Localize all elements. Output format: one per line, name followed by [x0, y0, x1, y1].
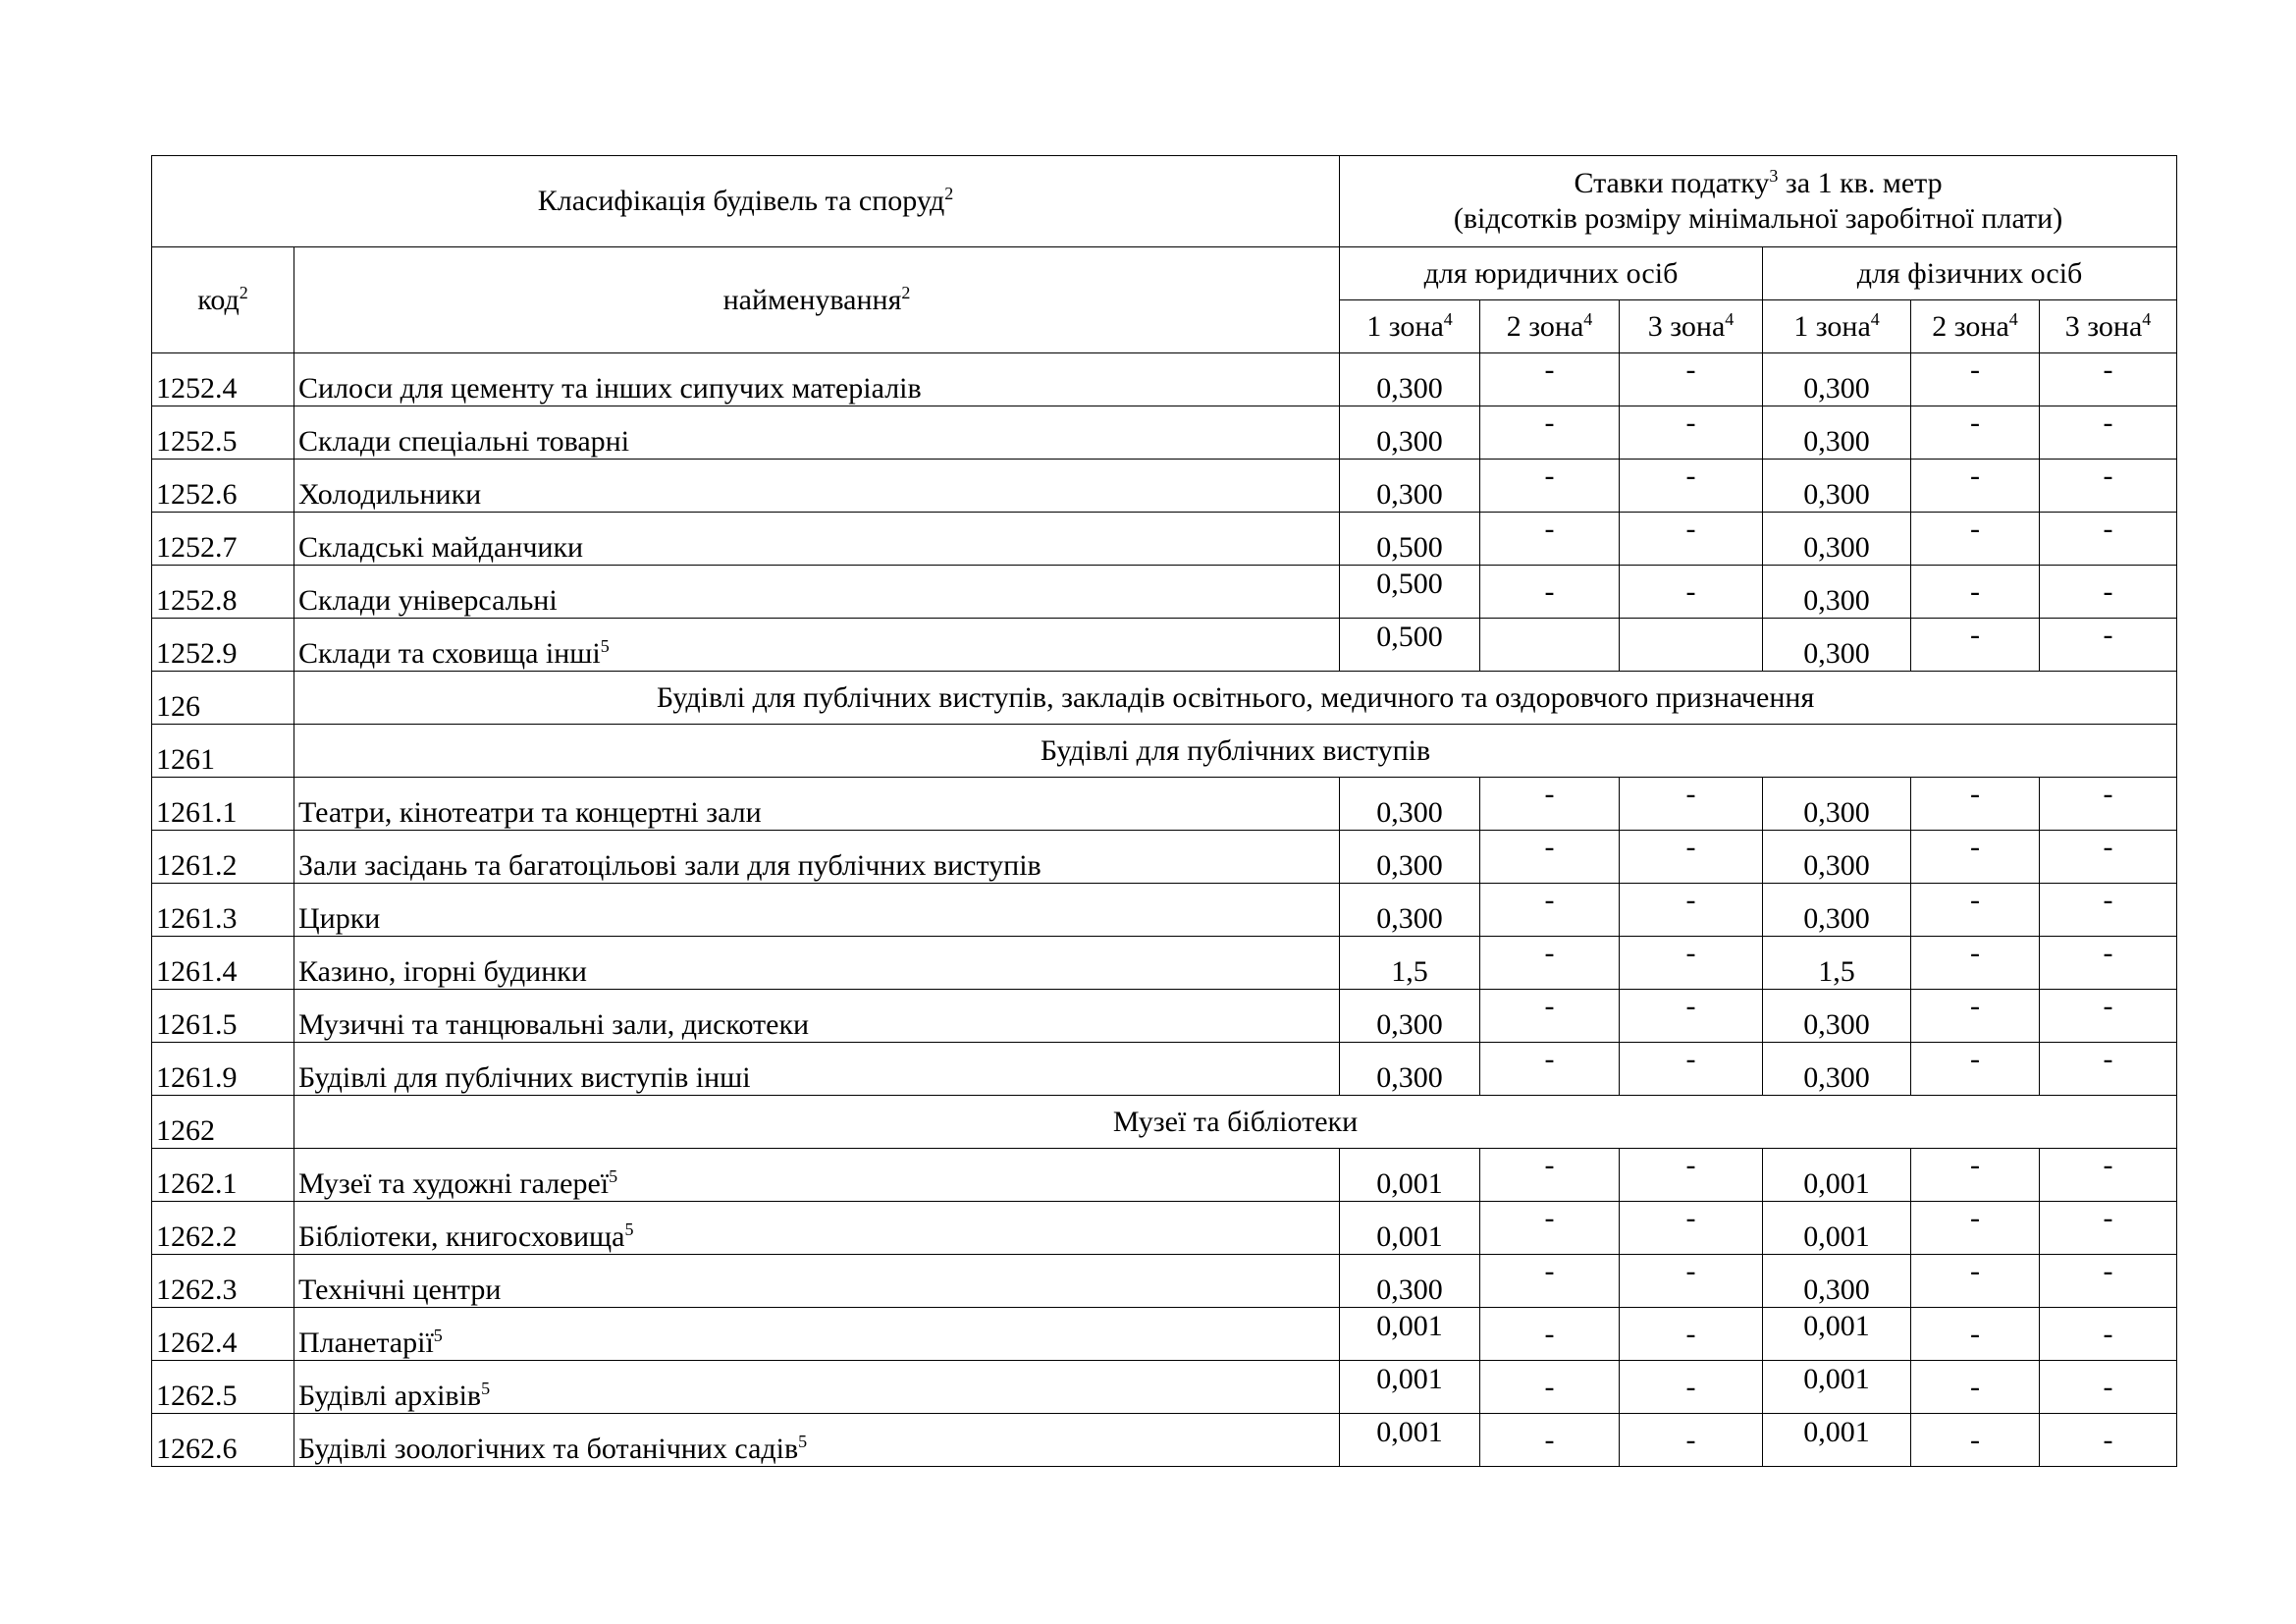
legal-zone1-value: 0,300: [1340, 831, 1480, 884]
legal-zone1-value: 0,300: [1340, 884, 1480, 937]
individual-zone1-value: 0,300: [1763, 406, 1911, 460]
footnote-ref: 4: [2142, 308, 2152, 329]
footnote-ref: 4: [1443, 308, 1453, 329]
individual-zone3-value: -: [2040, 1308, 2177, 1361]
legal-zone3-value: -: [1620, 937, 1763, 990]
individual-zone1-value: 0,300: [1763, 990, 1911, 1043]
table-row: [152, 1202, 2177, 1255]
legal-zone3-value: -: [1620, 1414, 1763, 1467]
legal-zone2-value: -: [1480, 513, 1620, 566]
individual-zone2-value: -: [1911, 406, 2040, 460]
legal-zone2-value: -: [1480, 831, 1620, 884]
table-row: [152, 353, 2177, 406]
table-row: [152, 1361, 2177, 1414]
legal-zone2-value: -: [1480, 1043, 1620, 1096]
table-row: [152, 513, 2177, 566]
individual-zone3-value: -: [2040, 937, 2177, 990]
individual-zone2-value: -: [1911, 1202, 2040, 1255]
legal-zone3-value: -: [1620, 513, 1763, 566]
individual-zone1-value: 0,300: [1763, 513, 1911, 566]
footnote-ref: 4: [1583, 308, 1593, 329]
individual-zone2-value: -: [1911, 831, 2040, 884]
individual-zone3-value: -: [2040, 1414, 2177, 1467]
legal-zone3-value: -: [1620, 1202, 1763, 1255]
code-cell: 1261.3: [152, 884, 294, 937]
legal-zone3-value: -: [1620, 460, 1763, 513]
name-cell: Силоси для цементу та інших сипучих матеріалів: [294, 353, 1340, 406]
section-title: Будівлі для публічних виступів: [294, 725, 2177, 778]
section-row: [152, 725, 2177, 778]
legal-zone3-value: -: [1620, 353, 1763, 406]
legal-zone3-value: -: [1620, 990, 1763, 1043]
code-cell: 1252.7: [152, 513, 294, 566]
individual-zone3-value: -: [2040, 406, 2177, 460]
individual-zone2-value: -: [1911, 1043, 2040, 1096]
individual-zone3-value: -: [2040, 353, 2177, 406]
name-cell: Склади універсальні: [294, 566, 1340, 619]
individual-zone1-value: 0,300: [1763, 778, 1911, 831]
individual-zone2-value: -: [1911, 1308, 2040, 1361]
zone-header-3: 3 зона$^4$: [1620, 300, 1763, 353]
code-cell: 1262.1: [152, 1149, 294, 1202]
footnote-ref: 5: [600, 636, 610, 656]
code-cell: 1261.4: [152, 937, 294, 990]
code-cell: 1261.9: [152, 1043, 294, 1096]
legal-zone3-value: -: [1620, 1255, 1763, 1308]
name-cell: Склади та сховища інші$^5$: [294, 619, 1340, 672]
table-row: [152, 884, 2177, 937]
code-cell: 1261.1: [152, 778, 294, 831]
legal-zone2-value: -: [1480, 406, 1620, 460]
individual-zone2-value: -: [1911, 990, 2040, 1043]
table-row: [152, 937, 2177, 990]
legal-zone3-value: -: [1620, 1043, 1763, 1096]
individual-zone1-value: 0,001: [1763, 1414, 1911, 1467]
code-header: код$^2$: [152, 247, 294, 353]
footnote-ref: 4: [1870, 308, 1880, 329]
legal-zone2-value: -: [1480, 1255, 1620, 1308]
legal-zone3-value: -: [1620, 1308, 1763, 1361]
name-cell: Казино, ігорні будинки: [294, 937, 1340, 990]
individual-zone2-value: -: [1911, 1361, 2040, 1414]
footnote-ref: 5: [433, 1326, 443, 1345]
footnote-ref: 4: [2008, 308, 2018, 329]
code-cell: 1261.5: [152, 990, 294, 1043]
legal-zone3-value: -: [1620, 566, 1763, 619]
name-cell: Музичні та танцювальні зали, дискотеки: [294, 990, 1340, 1043]
legal-zone1-value: 0,300: [1340, 353, 1480, 406]
code-cell: 1262: [152, 1096, 294, 1149]
individual-zone1-value: 1,5: [1763, 937, 1911, 990]
individual-zone3-value: -: [2040, 619, 2177, 672]
legal-zone2-value: -: [1480, 884, 1620, 937]
code-cell: 1261.2: [152, 831, 294, 884]
section-row: [152, 1096, 2177, 1149]
code-cell: 1262.4: [152, 1308, 294, 1361]
zone-header-5: 2 зона$^4$: [1911, 300, 2040, 353]
classification-header: Класифікація будівель та споруд$^2$: [152, 156, 1340, 247]
individual-zone1-value: 0,001: [1763, 1361, 1911, 1414]
individual-zone2-value: -: [1911, 513, 2040, 566]
individual-zone3-value: -: [2040, 990, 2177, 1043]
zone-header-2: 2 зона$^4$: [1480, 300, 1620, 353]
legal-zone1-value: 0,300: [1340, 990, 1480, 1043]
section-title: Музеї та бібліотеки: [294, 1096, 2177, 1149]
code-cell: 1252.4: [152, 353, 294, 406]
table-row: [152, 990, 2177, 1043]
legal-zone3-value: -: [1620, 884, 1763, 937]
individual-zone3-value: -: [2040, 1149, 2177, 1202]
individual-zone2-value: -: [1911, 1149, 2040, 1202]
table-row: [152, 1043, 2177, 1096]
individual-zone3-value: -: [2040, 1202, 2177, 1255]
individual-zone3-value: -: [2040, 566, 2177, 619]
tax-rate-table: [151, 155, 2177, 1467]
legal-zone1-value: 0,001: [1340, 1414, 1480, 1467]
individual-zone3-value: -: [2040, 884, 2177, 937]
individual-zone1-value: 0,300: [1763, 566, 1911, 619]
individual-zone2-value: -: [1911, 619, 2040, 672]
legal-zone1-value: 0,500: [1340, 619, 1480, 672]
legal-zone3-value: -: [1620, 1361, 1763, 1414]
individual-zone1-value: 0,300: [1763, 353, 1911, 406]
individual-zone3-value: -: [2040, 1361, 2177, 1414]
legal-zone2-value: -: [1480, 1202, 1620, 1255]
zone-header-4: 1 зона$^4$: [1763, 300, 1911, 353]
legal-zone2-value: -: [1480, 937, 1620, 990]
code-cell: 1262.5: [152, 1361, 294, 1414]
table-row: [152, 406, 2177, 460]
legal-zone2-value: -: [1480, 566, 1620, 619]
name-cell: Зали засідань та багатоцільові зали для публічних виступів: [294, 831, 1340, 884]
table-row: [152, 460, 2177, 513]
individuals-header: для фізичних осіб: [1763, 247, 2177, 300]
individual-zone1-value: 0,300: [1763, 460, 1911, 513]
name-cell: Холодильники: [294, 460, 1340, 513]
footnote-ref: 5: [609, 1166, 618, 1186]
legal-zone3-value: -: [1620, 1149, 1763, 1202]
legal-zone1-value: 0,300: [1340, 460, 1480, 513]
individual-zone2-value: -: [1911, 460, 2040, 513]
individual-zone2-value: -: [1911, 1255, 2040, 1308]
legal-zone2-value: [1480, 619, 1620, 672]
table-row: [152, 831, 2177, 884]
code-cell: 1252.6: [152, 460, 294, 513]
legal-zone3-value: -: [1620, 778, 1763, 831]
individual-zone3-value: -: [2040, 460, 2177, 513]
zone-header-6: 3 зона$^4$: [2040, 300, 2177, 353]
section-title: Будівлі для публічних виступів, закладів освітнього, медичного та оздоровчого призначення: [294, 672, 2177, 725]
name-cell: Технічні центри: [294, 1255, 1340, 1308]
code-cell: 1252.9: [152, 619, 294, 672]
table-row: [152, 778, 2177, 831]
individual-zone1-value: 0,001: [1763, 1202, 1911, 1255]
code-cell: 1262.6: [152, 1414, 294, 1467]
legal-zone2-value: -: [1480, 1414, 1620, 1467]
legal-zone3-value: -: [1620, 831, 1763, 884]
table-row: [152, 566, 2177, 619]
code-cell: 126: [152, 672, 294, 725]
individual-zone2-value: -: [1911, 778, 2040, 831]
table-body: [152, 353, 2177, 1467]
name-cell: Театри, кінотеатри та концертні зали: [294, 778, 1340, 831]
individual-zone3-value: -: [2040, 1043, 2177, 1096]
individual-zone2-value: -: [1911, 1414, 2040, 1467]
table-row: [152, 619, 2177, 672]
footnote-ref: 4: [1725, 308, 1735, 329]
legal-zone2-value: -: [1480, 990, 1620, 1043]
legal-zone1-value: 0,001: [1340, 1149, 1480, 1202]
legal-zone2-value: -: [1480, 1149, 1620, 1202]
code-cell: 1252.8: [152, 566, 294, 619]
legal-zone1-value: 0,001: [1340, 1308, 1480, 1361]
individual-zone3-value: -: [2040, 1255, 2177, 1308]
legal-zone3-value: -: [1620, 406, 1763, 460]
legal-zone2-value: -: [1480, 1308, 1620, 1361]
code-cell: 1261: [152, 725, 294, 778]
footnote-ref: 5: [624, 1219, 634, 1239]
name-cell: Планетарії$^5$: [294, 1308, 1340, 1361]
legal-entities-header: для юридичних осіб: [1340, 247, 1763, 300]
section-row: [152, 672, 2177, 725]
individual-zone2-value: -: [1911, 884, 2040, 937]
legal-zone1-value: 0,001: [1340, 1361, 1480, 1414]
zone-header-1: 1 зона$^4$: [1340, 300, 1480, 353]
code-cell: 1262.3: [152, 1255, 294, 1308]
name-header: найменування$^2$: [294, 247, 1340, 353]
individual-zone2-value: -: [1911, 353, 2040, 406]
legal-zone3-value: [1620, 619, 1763, 672]
footnote-ref: 5: [798, 1432, 808, 1451]
individual-zone3-value: -: [2040, 778, 2177, 831]
name-cell: Будівлі зоологічних та ботанічних садів$^5$: [294, 1414, 1340, 1467]
name-cell: Музеї та художні галереї$^5$: [294, 1149, 1340, 1202]
legal-zone1-value: 1,5: [1340, 937, 1480, 990]
individual-zone3-value: -: [2040, 831, 2177, 884]
table-row: [152, 1255, 2177, 1308]
name-cell: Складські майданчики: [294, 513, 1340, 566]
individual-zone1-value: 0,300: [1763, 831, 1911, 884]
name-cell: Склади спеціальні товарні: [294, 406, 1340, 460]
name-cell: Цирки: [294, 884, 1340, 937]
individual-zone1-value: 0,300: [1763, 1043, 1911, 1096]
legal-zone2-value: -: [1480, 460, 1620, 513]
legal-zone1-value: 0,500: [1340, 513, 1480, 566]
individual-zone1-value: 0,300: [1763, 1255, 1911, 1308]
legal-zone1-value: 0,300: [1340, 1043, 1480, 1096]
name-cell: Будівлі для публічних виступів інші: [294, 1043, 1340, 1096]
table-row: [152, 1149, 2177, 1202]
name-cell: Будівлі архівів$^5$: [294, 1361, 1340, 1414]
table-header: [152, 156, 2177, 353]
legal-zone1-value: 0,300: [1340, 778, 1480, 831]
individual-zone1-value: 0,300: [1763, 619, 1911, 672]
footnote-ref: 5: [481, 1379, 491, 1398]
individual-zone1-value: 0,300: [1763, 884, 1911, 937]
individual-zone2-value: -: [1911, 937, 2040, 990]
legal-zone2-value: -: [1480, 1361, 1620, 1414]
legal-zone1-value: 0,300: [1340, 1255, 1480, 1308]
name-cell: Бібліотеки, книгосховища$^5$: [294, 1202, 1340, 1255]
individual-zone1-value: 0,001: [1763, 1149, 1911, 1202]
legal-zone1-value: 0,001: [1340, 1202, 1480, 1255]
rates-header: Ставки податку$^3$ за 1 кв. метр (відсотків розміру мінімальної заробітної плати): [1340, 156, 2177, 247]
legal-zone2-value: -: [1480, 778, 1620, 831]
code-cell: 1252.5: [152, 406, 294, 460]
code-cell: 1262.2: [152, 1202, 294, 1255]
individual-zone1-value: 0,001: [1763, 1308, 1911, 1361]
individual-zone3-value: -: [2040, 513, 2177, 566]
table-row: [152, 1414, 2177, 1467]
table-row: [152, 1308, 2177, 1361]
legal-zone1-value: 0,300: [1340, 406, 1480, 460]
legal-zone2-value: -: [1480, 353, 1620, 406]
individual-zone2-value: -: [1911, 566, 2040, 619]
legal-zone1-value: 0,500: [1340, 566, 1480, 619]
